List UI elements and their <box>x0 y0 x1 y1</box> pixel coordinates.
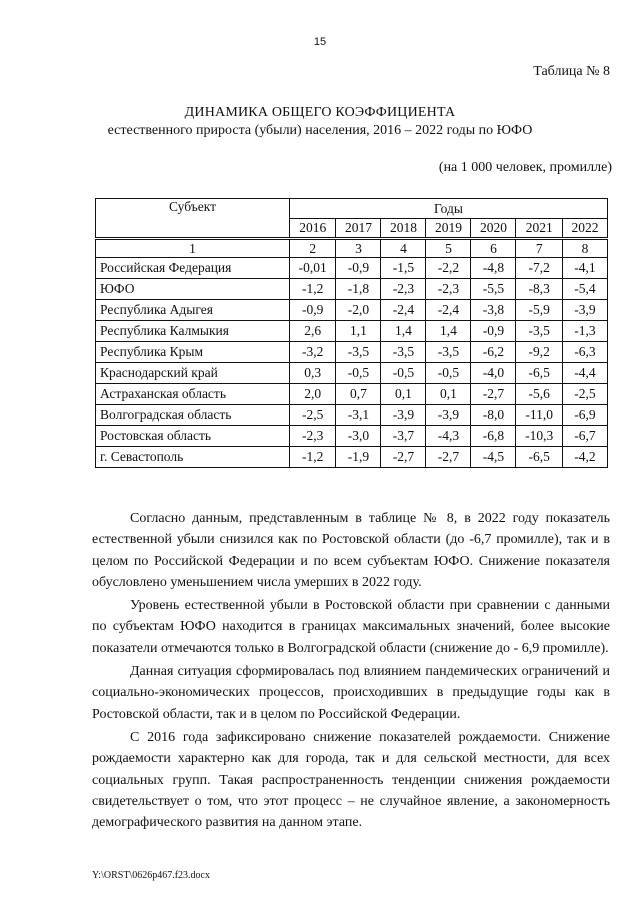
paragraph: Согласно данным, представленным в таблице № 8, в 2022 году показатель естественной убыли снизился как по Ростовской области (до -6,7 промилле), так и в целом по Российской Федерации и по всем субъектам ЮФО. Снижение показателя обусловлено уменьшением числа умерших в 2022 году. <box>92 511 610 590</box>
index-cell: 1 <box>96 239 290 258</box>
value-cell: -8,0 <box>471 405 516 426</box>
value-cell: -6,5 <box>516 447 562 468</box>
value-cell: -0,9 <box>471 321 516 342</box>
value-cell: -3,7 <box>381 426 426 447</box>
value-cell: -3,2 <box>290 342 336 363</box>
index-cell: 6 <box>471 239 516 258</box>
value-cell: -2,3 <box>381 279 426 300</box>
value-cell: -5,6 <box>516 384 562 405</box>
value-cell: -6,9 <box>562 405 607 426</box>
index-cell: 4 <box>381 239 426 258</box>
value-cell: -6,8 <box>471 426 516 447</box>
table-row <box>96 363 608 384</box>
value-cell: -4,1 <box>562 258 607 279</box>
value-cell: -3,1 <box>336 405 381 426</box>
years-header: Годы <box>290 199 608 219</box>
value-cell: 2,0 <box>290 384 336 405</box>
value-cell: -8,3 <box>516 279 562 300</box>
title-line-2: естественного прироста (убыли) населения, 2016 – 2022 годы по ЮФО <box>107 123 533 138</box>
value-cell: -3,5 <box>426 342 471 363</box>
value-cell: -4,4 <box>562 363 607 384</box>
value-cell: 2,6 <box>290 321 336 342</box>
value-cell: -2,5 <box>562 384 607 405</box>
paragraph: Уровень естественной убыли в Ростовской области при сравнении с данными по субъектам ЮФО находится в границах максимальных значений, более высокие показатели отмечаются только в Волгоградской области (снижение до - 6,9 промилле). <box>92 598 610 656</box>
value-cell: -1,8 <box>336 279 381 300</box>
value-cell: -3,5 <box>381 342 426 363</box>
year-header-cell: 2019 <box>426 219 471 239</box>
index-cell: 8 <box>562 239 607 258</box>
table-row <box>96 426 608 447</box>
table-row <box>96 384 608 405</box>
table-title <box>0 104 640 140</box>
value-cell: 1,4 <box>381 321 426 342</box>
value-cell: -3,0 <box>336 426 381 447</box>
subject-header: Субъект <box>96 199 290 239</box>
index-cell: 3 <box>336 239 381 258</box>
value-cell: -1,3 <box>562 321 607 342</box>
index-row <box>96 239 608 258</box>
value-cell: -0,5 <box>336 363 381 384</box>
file-path-footer: Y:\ORST\0626p467.f23.docx <box>92 870 210 881</box>
value-cell: -0,5 <box>426 363 471 384</box>
value-cell: -0,01 <box>290 258 336 279</box>
value-cell: -2,3 <box>290 426 336 447</box>
data-table <box>95 198 608 468</box>
year-header-cell: 2021 <box>516 219 562 239</box>
value-cell: -11,0 <box>516 405 562 426</box>
subject-name-cell: Ростовская область <box>96 426 290 447</box>
value-cell: -5,5 <box>471 279 516 300</box>
value-cell: 0,7 <box>336 384 381 405</box>
value-cell: -6,7 <box>562 426 607 447</box>
paragraph: Данная ситуация сформировалась под влиянием пандемических ограничений и социально-экономических процессов, происходивших в предыдущие годы как в Ростовской области, так и в целом по Российской Федерации. <box>92 664 610 722</box>
value-cell: -1,2 <box>290 447 336 468</box>
table-row <box>96 447 608 468</box>
value-cell: -0,9 <box>336 258 381 279</box>
subject-name-cell: Краснодарский край <box>96 363 290 384</box>
value-cell: -2,4 <box>426 300 471 321</box>
subject-name-cell: г. Севастополь <box>96 447 290 468</box>
value-cell: -6,3 <box>562 342 607 363</box>
table-row <box>96 300 608 321</box>
value-cell: -9,2 <box>516 342 562 363</box>
value-cell: -4,5 <box>471 447 516 468</box>
title-line-1: ДИНАМИКА ОБЩЕГО КОЭФФИЦИЕНТА <box>184 105 456 120</box>
table-row <box>96 405 608 426</box>
value-cell: -4,8 <box>471 258 516 279</box>
value-cell: -2,7 <box>426 447 471 468</box>
subject-name-cell: Республика Крым <box>96 342 290 363</box>
value-cell: -3,9 <box>426 405 471 426</box>
units-note: (на 1 000 человек, промилле) <box>438 160 612 175</box>
value-cell: -2,2 <box>426 258 471 279</box>
subject-name-cell: Волгоградская область <box>96 405 290 426</box>
value-cell: -0,9 <box>290 300 336 321</box>
value-cell: -2,7 <box>381 447 426 468</box>
value-cell: -4,3 <box>426 426 471 447</box>
table-row <box>96 258 608 279</box>
value-cell: -1,2 <box>290 279 336 300</box>
page-number: 15 <box>313 36 327 48</box>
value-cell: -3,5 <box>336 342 381 363</box>
value-cell: -3,9 <box>381 405 426 426</box>
value-cell: 0,3 <box>290 363 336 384</box>
subject-name-cell: ЮФО <box>96 279 290 300</box>
value-cell: -3,9 <box>562 300 607 321</box>
value-cell: -6,2 <box>471 342 516 363</box>
value-cell: 1,1 <box>336 321 381 342</box>
value-cell: -2,5 <box>290 405 336 426</box>
value-cell: -7,2 <box>516 258 562 279</box>
year-header-cell: 2016 <box>290 219 336 239</box>
subject-name-cell: Астраханская область <box>96 384 290 405</box>
table-header <box>96 199 608 239</box>
subject-name-cell: Республика Адыгея <box>96 300 290 321</box>
value-cell: -10,3 <box>516 426 562 447</box>
value-cell: -3,5 <box>516 321 562 342</box>
index-cell: 7 <box>516 239 562 258</box>
value-cell: -2,7 <box>471 384 516 405</box>
index-cell: 2 <box>290 239 336 258</box>
table-row <box>96 321 608 342</box>
year-header-cell: 2020 <box>471 219 516 239</box>
value-cell: -4,2 <box>562 447 607 468</box>
value-cell: -1,5 <box>381 258 426 279</box>
table-number: Таблица № 8 <box>533 64 610 79</box>
year-header-cell: 2018 <box>381 219 426 239</box>
subject-name-cell: Российская Федерация <box>96 258 290 279</box>
value-cell: -4,0 <box>471 363 516 384</box>
value-cell: -6,5 <box>516 363 562 384</box>
paragraph: С 2016 года зафиксировано снижение показателей рождаемости. Снижение рождаемости характерно как для города, так и для сельской местности, для всех социальных групп. Такая распространенность тенденции снижения рождаемости свидетельствует о том, что этот процесс – не случайное явление, а закономерность демографического развития на данном этапе. <box>92 729 610 831</box>
value-cell: -2,3 <box>426 279 471 300</box>
table-row <box>96 342 608 363</box>
value-cell: -5,4 <box>562 279 607 300</box>
value-cell: -2,0 <box>336 300 381 321</box>
value-cell: -2,4 <box>381 300 426 321</box>
value-cell: 0,1 <box>381 384 426 405</box>
year-header-cell: 2017 <box>336 219 381 239</box>
table-row <box>96 279 608 300</box>
value-cell: -5,9 <box>516 300 562 321</box>
table-body <box>96 239 608 468</box>
value-cell: 1,4 <box>426 321 471 342</box>
value-cell: -1,9 <box>336 447 381 468</box>
year-header-cell: 2022 <box>562 219 607 239</box>
index-cell: 5 <box>426 239 471 258</box>
subject-name-cell: Республика Калмыкия <box>96 321 290 342</box>
value-cell: 0,1 <box>426 384 471 405</box>
value-cell: -0,5 <box>381 363 426 384</box>
value-cell: -3,8 <box>471 300 516 321</box>
body-text <box>92 508 610 835</box>
